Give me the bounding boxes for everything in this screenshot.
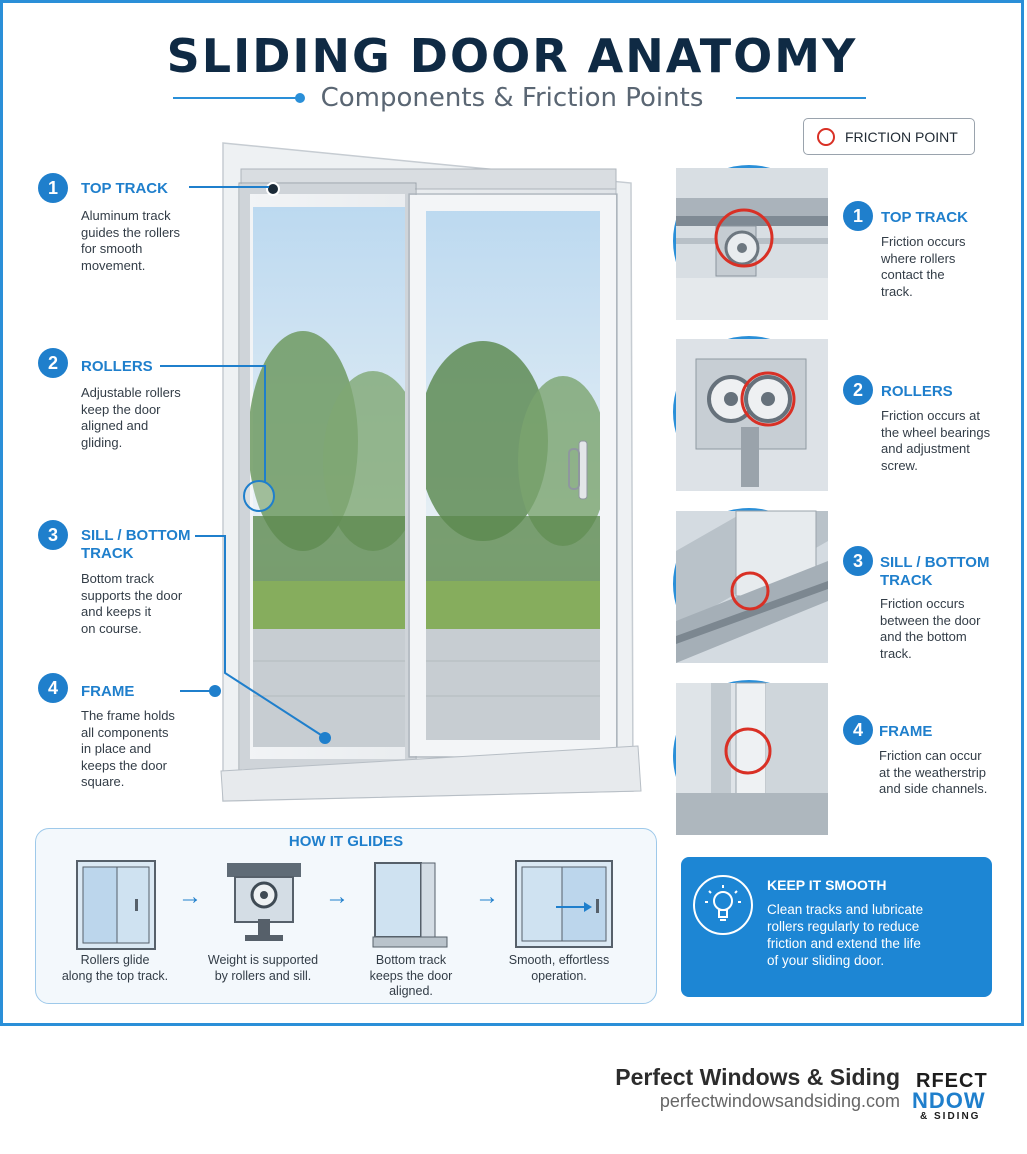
sliding-open-icon: [514, 859, 614, 951]
detail-title-rollers: ROLLERS: [881, 383, 953, 400]
company-logo: [912, 1058, 1002, 1128]
logo-line-2: NDOW: [912, 1088, 986, 1113]
glide-step-1-caption: Rollers glide along the top track.: [61, 953, 169, 983]
callout-badge-2: 2: [38, 348, 68, 378]
detail-title-sill: SILL / BOTTOM TRACK: [880, 554, 990, 589]
detail-badge-2: 2: [843, 375, 873, 405]
bottom-track-icon: [371, 859, 453, 951]
glide-step-4: [494, 859, 624, 999]
keep-it-smooth-panel: [681, 857, 992, 997]
glide-step-2-caption: Weight is supported by rollers and sill.: [207, 953, 319, 983]
door-svg: [213, 141, 643, 806]
callout-body-sill: Bottom track supports the door and keeps it on course.: [81, 571, 183, 636]
callout-badge-1: 1: [38, 173, 68, 203]
detail-body-top-track: Friction occurs where rollers contact the track.: [881, 234, 966, 299]
logo-line-3: & SIDING: [920, 1111, 981, 1122]
glide-arrow-3: →: [475, 883, 499, 910]
glide-step-1: [50, 859, 180, 999]
callout-body-rollers: Adjustable rollers keep the door aligned and gliding.: [81, 385, 181, 450]
detail-body-frame: Friction can occur at the weatherstrip and side channels.: [879, 748, 988, 796]
glide-arrow-2: →: [325, 883, 349, 910]
lightbulb-icon: [693, 875, 753, 935]
friction-legend: [803, 118, 975, 155]
callout-body-top-track: Aluminum track guides the rollers for smooth movement.: [81, 208, 180, 273]
detail-body-rollers: Friction occurs at the wheel bearings and adjustment screw.: [881, 408, 991, 473]
detail-badge-3: 3: [843, 546, 873, 576]
glide-arrow-1: →: [178, 883, 202, 910]
zoom-sill: [673, 508, 825, 660]
callout-title-rollers: ROLLERS: [81, 358, 153, 375]
glide-step-2: [198, 859, 328, 999]
detail-title-top-track: TOP TRACK: [881, 209, 968, 226]
keep-it-smooth-title: KEEP IT SMOOTH: [767, 877, 887, 893]
callout-badge-3: 3: [38, 520, 68, 550]
company-url[interactable]: perfectwindowsandsiding.com: [659, 1091, 900, 1111]
zoom-rollers-svg: [676, 339, 828, 491]
glide-step-4-caption: Smooth, effortless operation.: [508, 953, 610, 983]
glide-step-3: [346, 859, 476, 999]
callout-title-sill: SILL / BOTTOM TRACK: [81, 527, 191, 562]
subtitle-rule-right: [736, 97, 866, 99]
callout-title-frame: FRAME: [81, 683, 135, 700]
zoom-frame-svg: [676, 683, 828, 835]
subtitle-row: [3, 83, 1021, 117]
zoom-top-track-svg: [676, 168, 828, 320]
zoom-frame: [673, 680, 825, 832]
logo-line-1: RFECT: [916, 1070, 988, 1092]
detail-title-frame: FRAME: [879, 723, 933, 740]
roller-assembly-icon: [223, 859, 305, 951]
zoom-rollers: [673, 336, 825, 488]
friction-ring-icon: [817, 128, 835, 146]
zoom-top-track: [673, 165, 825, 317]
detail-badge-1: 1: [843, 201, 873, 231]
door-panels-icon: [75, 859, 157, 951]
page-subtitle: Components & Friction Points: [320, 83, 704, 113]
how-it-glides-title: HOW IT GLIDES: [288, 833, 404, 850]
sliding-door-illustration: [213, 141, 643, 806]
page-title: SLIDING DOOR ANATOMY: [166, 29, 858, 83]
detail-badge-4: 4: [843, 715, 873, 745]
how-it-glides-panel: [35, 828, 657, 1004]
company-name: Perfect Windows & Siding: [615, 1064, 900, 1090]
callout-title-top-track: TOP TRACK: [81, 180, 168, 197]
legend-label: FRICTION POINT: [845, 128, 958, 145]
callout-badge-4: 4: [38, 673, 68, 703]
keep-it-smooth-body: Clean tracks and lubricate rollers regularly to reduce friction and extend the life of your sliding door.: [767, 902, 924, 968]
detail-body-sill: Friction occurs between the door and the bottom track.: [880, 596, 981, 661]
callout-body-frame: The frame holds all components in place and keeps the door square.: [81, 708, 175, 789]
glide-step-3-caption: Bottom track keeps the door aligned.: [369, 953, 453, 998]
zoom-sill-svg: [676, 511, 828, 663]
